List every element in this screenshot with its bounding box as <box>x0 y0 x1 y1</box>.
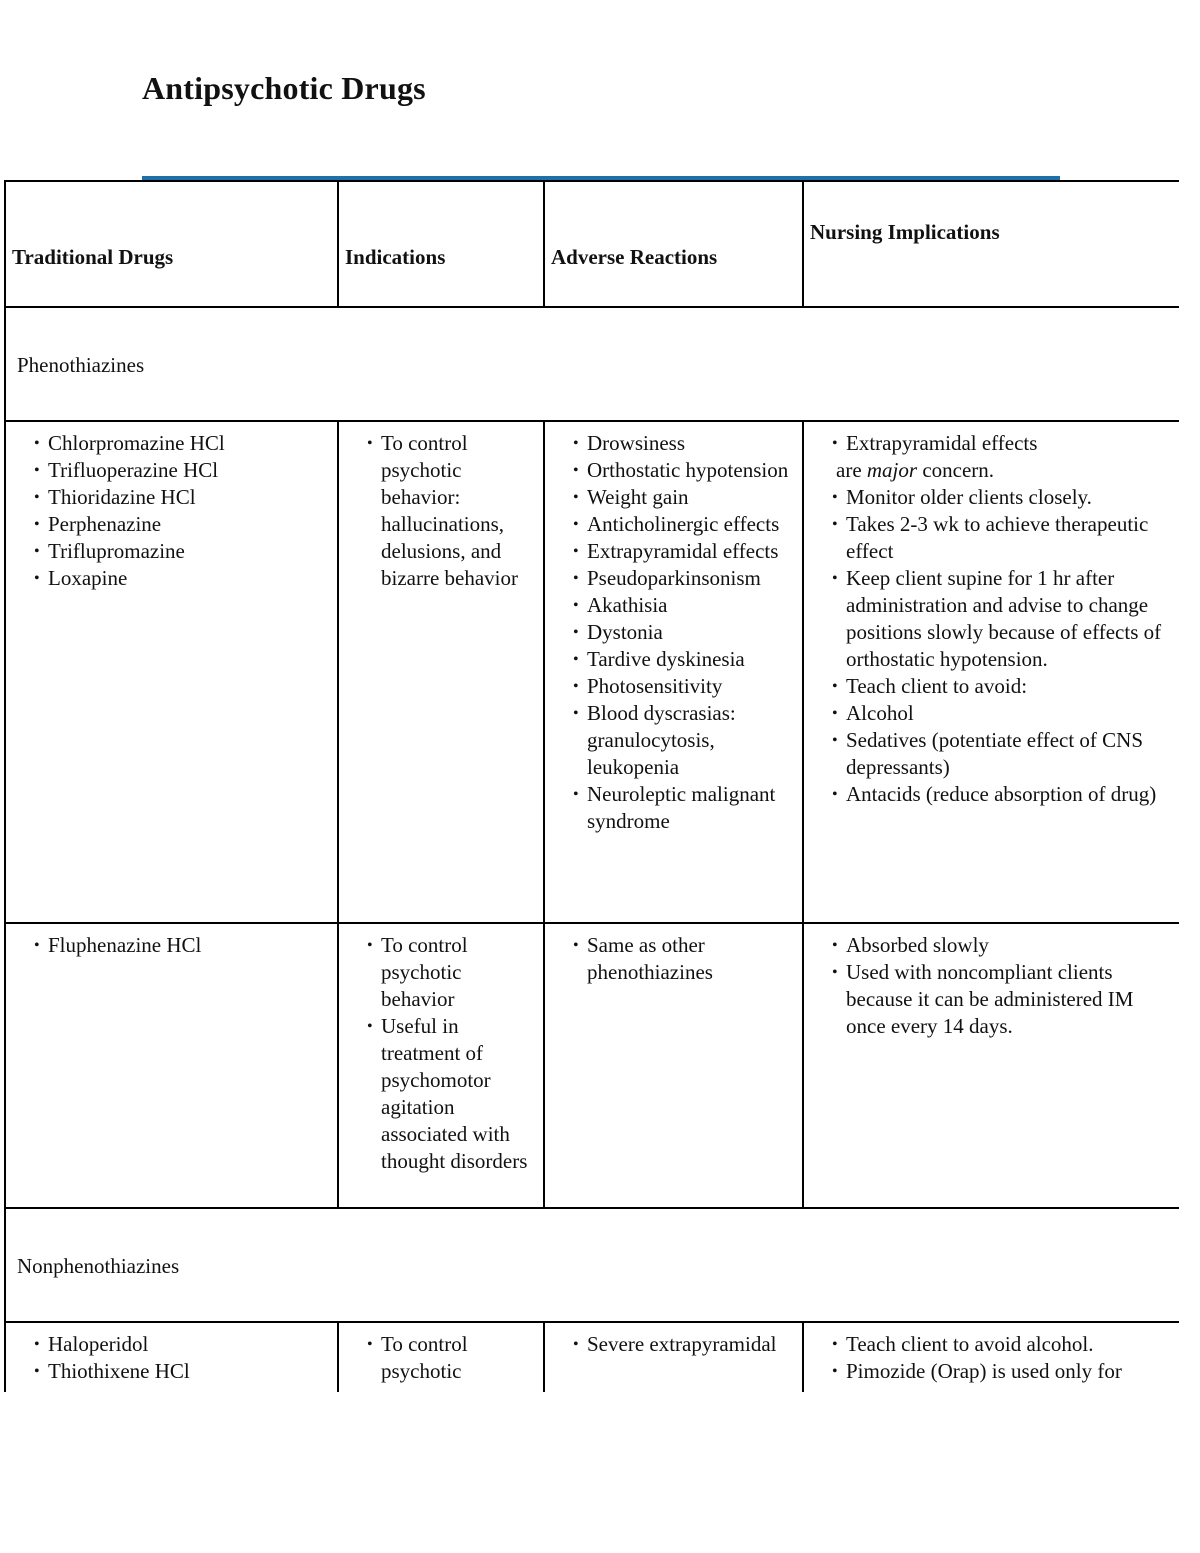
list-item: • Tardive dyskinesia <box>573 646 796 673</box>
table-row <box>5 421 1179 923</box>
list-item: • Alcohol <box>832 700 1173 727</box>
list-item: • Perphenazine <box>34 511 331 538</box>
list-item: • Sedatives (potentiate effect of CNS depressants) <box>832 727 1173 781</box>
list-item: • Extrapyramidal effects <box>573 538 796 565</box>
drugs-cell <box>5 923 338 1208</box>
list-item: • Teach client to avoid alcohol. <box>832 1331 1173 1358</box>
list-item: • Haloperidol <box>34 1331 331 1358</box>
list-item: • Thioridazine HCl <box>34 484 331 511</box>
list-item: • Thiothixene HCl <box>34 1358 331 1385</box>
table-row <box>5 923 1179 1208</box>
list-item: • Neuroleptic malignant syndrome <box>573 781 796 835</box>
list-item: • Chlorpromazine HCl <box>34 430 331 457</box>
list-item: • Blood dyscrasias: granulocytosis, leukopenia <box>573 700 796 781</box>
nursing-implications-cell <box>803 923 1179 1208</box>
nursing-implications-cell <box>803 1322 1179 1392</box>
drugs-cell <box>5 421 338 923</box>
header-traditional-drugs: Traditional Drugs <box>5 181 338 307</box>
list-item: • Antacids (reduce absorption of drug) <box>832 781 1173 808</box>
list-item: • Keep client supine for 1 hr after administration and advise to change positions slowly because of effects of orthostatic hypotension. <box>832 565 1173 673</box>
list-item: • Fluphenazine HCl <box>34 932 331 959</box>
list-item: • To control psychotic behavior: hallucinations, delusions, and bizarre behavior <box>367 430 537 592</box>
list-item: • Same as other phenothiazines <box>573 932 796 986</box>
list-item: • Weight gain <box>573 484 796 511</box>
section-row-phenothiazines <box>5 307 1179 421</box>
indications-cell <box>338 1322 544 1392</box>
list-item: • To control psychotic behavior <box>367 932 537 1013</box>
list-item-continuation: are major concern. <box>836 458 995 482</box>
table-header-row <box>5 181 1179 307</box>
header-indications: Indications <box>338 181 544 307</box>
adverse-reactions-cell <box>544 923 803 1208</box>
list-item: • Loxapine <box>34 565 331 592</box>
list-item: • Takes 2-3 wk to achieve therapeutic effect <box>832 511 1173 565</box>
list-item: • Pimozide (Orap) is used only for <box>832 1358 1173 1385</box>
list-item: • Absorbed slowly <box>832 932 1173 959</box>
list-item: • Akathisia <box>573 592 796 619</box>
nursing-implications-cell <box>803 421 1179 923</box>
header-nursing-implications: Nursing Implications <box>803 181 1179 307</box>
list-item: • Useful in treatment of psychomotor agitation associated with thought disorders <box>367 1013 537 1175</box>
adverse-reactions-cell <box>544 421 803 923</box>
list-item: • Trifluoperazine HCl <box>34 457 331 484</box>
list-item: • Drowsiness <box>573 430 796 457</box>
table-row <box>5 1322 1179 1392</box>
drug-table <box>4 180 1179 1392</box>
list-item: • Extrapyramidal effects <box>832 430 1173 457</box>
section-label: Nonphenothiazines <box>5 1208 1179 1322</box>
list-item: • Monitor older clients closely. <box>832 484 1173 511</box>
list-item: • Pseudoparkinsonism <box>573 565 796 592</box>
drug-table-container <box>4 180 1179 1392</box>
section-row-nonphenothiazines <box>5 1208 1179 1322</box>
list-item: • Anticholinergic effects <box>573 511 796 538</box>
drugs-cell <box>5 1322 338 1392</box>
page-title: Antipsychotic Drugs <box>142 70 426 106</box>
list-item: • Photosensitivity <box>573 673 796 700</box>
list-item: • Used with noncompliant clients because it can be administered IM once every 14 days. <box>832 959 1173 1040</box>
list-item: • Triflupromazine <box>34 538 331 565</box>
list-item: • To control psychotic <box>367 1331 537 1385</box>
list-item: • Orthostatic hypotension <box>573 457 796 484</box>
list-item: • Teach client to avoid: <box>832 673 1173 700</box>
header-adverse-reactions: Adverse Reactions <box>544 181 803 307</box>
section-label: Phenothiazines <box>5 307 1179 421</box>
list-item: • Dystonia <box>573 619 796 646</box>
indications-cell <box>338 923 544 1208</box>
adverse-reactions-cell <box>544 1322 803 1392</box>
indications-cell <box>338 421 544 923</box>
list-item: • Severe extrapyramidal <box>573 1331 796 1358</box>
